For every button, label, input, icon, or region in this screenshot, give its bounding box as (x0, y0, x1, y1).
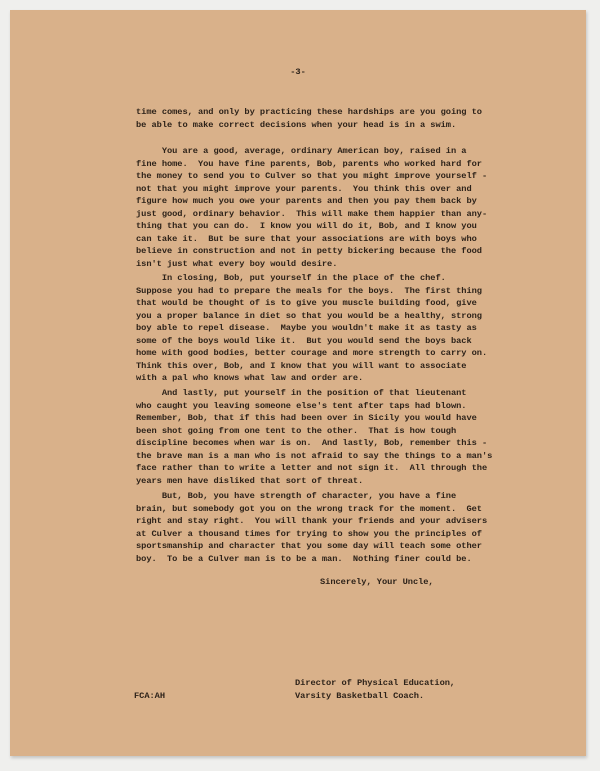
paragraph-5-line: sportsmanship and character that you some day will teach some other (136, 541, 482, 552)
complimentary-close: Sincerely, Your Uncle, (320, 577, 434, 587)
paragraph-3-line: Think this over, Bob, and I know that you will want to associate (136, 360, 467, 371)
paragraph-2-line: fine home. You have fine parents, Bob, parents who worked hard for (136, 158, 482, 169)
paragraph-4-line: Remember, Bob, that if this had been over in Sicily you would have (136, 413, 477, 424)
paragraph-2-line: thing that you can do. I know you will do it, Bob, and I know you (136, 221, 477, 232)
paragraph-4-line: face rather than to write a letter and not sign it. All through the (136, 463, 488, 474)
paragraph-5-line: boy. To be a Culver man is to be a man. Nothing finer could be. (136, 553, 472, 564)
paragraph-5-line: at Culver a thousand times for trying to show you the principles of (136, 528, 482, 539)
paragraph-3-line: home with good bodies, better courage and more strength to carry on. (136, 348, 488, 359)
paragraph-1-line: be able to make correct decisions when your head is in a swim. (136, 119, 457, 130)
paragraph-2-line: isn't just what every boy would desire. (136, 258, 338, 269)
letter-page (10, 10, 586, 756)
paragraph-5-line: right and stay right. You will thank your friends and your advisers (136, 516, 488, 527)
reference-initials: FCA:AH (134, 691, 165, 701)
paragraph-3-line: In closing, Bob, put yourself in the place of the chef. (136, 273, 446, 283)
paragraph-2-line: just good, ordinary behavior. This will make them happier than any- (136, 208, 488, 219)
paragraph-3-line: you a proper balance in diet so that you would be a healthy, strong (136, 310, 482, 321)
paragraph-2-line: You are a good, average, ordinary American boy, raised in a (136, 146, 467, 156)
paragraph-3-line: some of the boys would like it. But you would send the boys back (136, 335, 472, 346)
paragraph-2-line: the money to send you to Culver so that you might improve yourself - (136, 171, 488, 182)
paragraph-2-line: not that you might improve your parents. You think this over and (136, 183, 472, 194)
paragraph-2-line: can take it. But be sure that your associations are with boys who (136, 233, 477, 244)
paragraph-3-line: with a pal who knows what law and order are. (136, 373, 364, 384)
paragraph-1-line: time comes, and only by practicing these hardships are you going to (136, 107, 482, 117)
paragraph-5-line: brain, but somebody got you on the wrong track for the moment. Get (136, 503, 482, 514)
paragraph-5-line: But, Bob, you have strength of character, you have a fine (136, 491, 457, 501)
paragraph-4-line: the brave man is a man who is not afraid to say the things to a man's (136, 450, 493, 461)
signature-title-1: Director of Physical Education, (295, 678, 456, 688)
paragraph-3-line: Suppose you had to prepare the meals for the boys. The first thing (136, 285, 482, 296)
paragraph-3-line: that would be thought of is to give you muscle building food, give (136, 298, 477, 309)
paragraph-4-line: been shot going from one tent to the other. That is how tough (136, 425, 457, 436)
paragraph-2-line: believe in construction and not in petty bickering because the food (136, 246, 482, 257)
paragraph-2-line: figure how much you owe your parents and then you pay them back by (136, 196, 477, 207)
paragraph-3-line: boy able to repel disease. Maybe you wouldn't make it as tasty as (136, 323, 477, 334)
page-number: -3- (290, 67, 306, 77)
letter-body (10, 10, 586, 756)
paragraph-4-line: years men have disliked that sort of threat. (136, 475, 364, 486)
paragraph-4-line: discipline becomes when war is on. And lastly, Bob, remember this - (136, 438, 488, 449)
signature-title-2: Varsity Basketball Coach. (295, 691, 425, 701)
paragraph-4-line: who caught you leaving someone else's tent after taps had blown. (136, 400, 467, 411)
paragraph-4-line: And lastly, put yourself in the position of that lieutenant (136, 388, 467, 398)
